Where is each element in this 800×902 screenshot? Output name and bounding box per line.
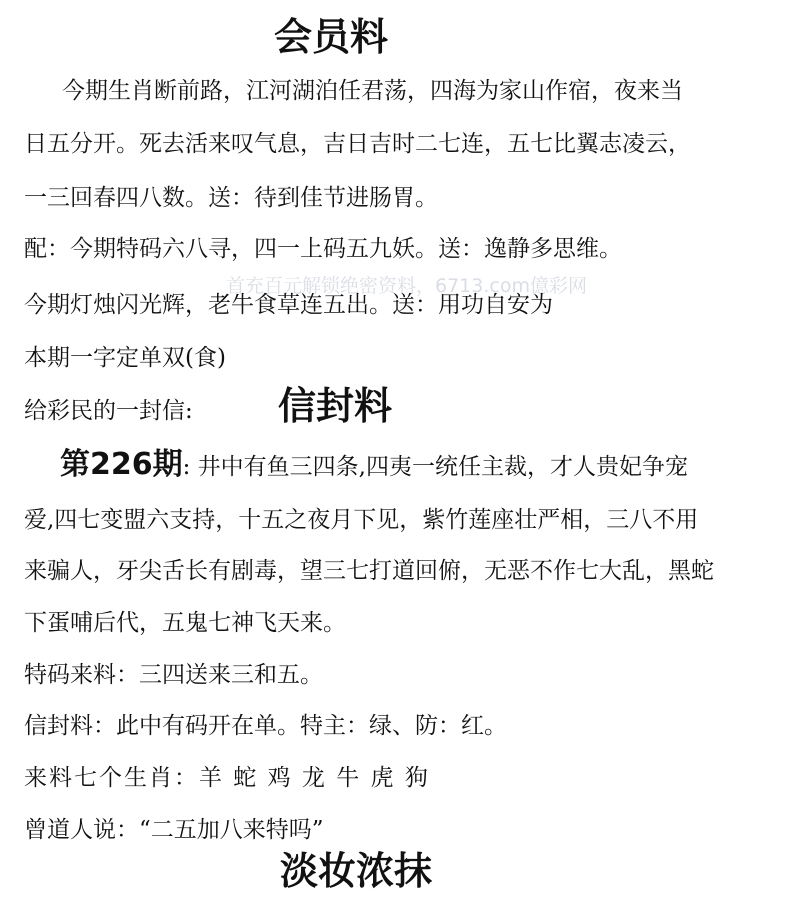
- info-line: 来料七个生肖：羊 蛇 鸡 龙 牛 虎 狗: [24, 765, 430, 791]
- poem-line: 日五分开。死去活来叹气息，吉日吉时二七连，五七比翼志凌云，: [24, 131, 691, 157]
- poem-line: 配：今期特码六八寻，四一上码五九妖。送：逸静多思维。: [24, 236, 622, 262]
- poem-line: 来骗人，牙尖舌长有剧毒，望三七打道回俯，无恶不作七大乱，黑蛇: [24, 558, 714, 584]
- watermark-text: 首充百元解锁绝密资料，6713.com億彩网: [226, 275, 587, 297]
- issue-line: [60, 447, 688, 482]
- info-line: 曾道人说：“二五加八来特吗”: [24, 817, 324, 843]
- poem-line: 一三回春四八数。送：待到佳节进肠胃。: [24, 185, 438, 211]
- poem-line: 今期灯烛闪光辉，老牛食草连五出。送：用功自安为: [24, 292, 553, 318]
- poem-line: 爱,四七变盟六支持，十五之夜月下见，紫竹莲座壮严相，三八不用: [24, 507, 699, 533]
- info-line: 特码来料：三四送来三和五。: [24, 662, 323, 688]
- issue-number: 第226期: [60, 447, 183, 482]
- section-title-makeup: 淡妆浓抹: [280, 848, 433, 893]
- section-title-member: 会员料: [274, 14, 389, 59]
- poem-line: 本期一字定单双(食): [24, 345, 226, 371]
- letter-prefix: 给彩民的一封信:: [24, 398, 193, 424]
- poem-line: 今期生肖断前路，江河湖泊任君荡，四海为家山作宿，夜来当: [62, 78, 683, 104]
- poem-line: 下蛋哺后代，五鬼七神飞天来。: [24, 610, 346, 636]
- info-line: 信封料：此中有码开在单。特主：绿、防：红。: [24, 713, 507, 739]
- section-title-letter: 信封料: [278, 383, 393, 428]
- issue-text: : 井中有鱼三四条,四夷一统任主裁，才人贵妃争宠: [182, 454, 688, 480]
